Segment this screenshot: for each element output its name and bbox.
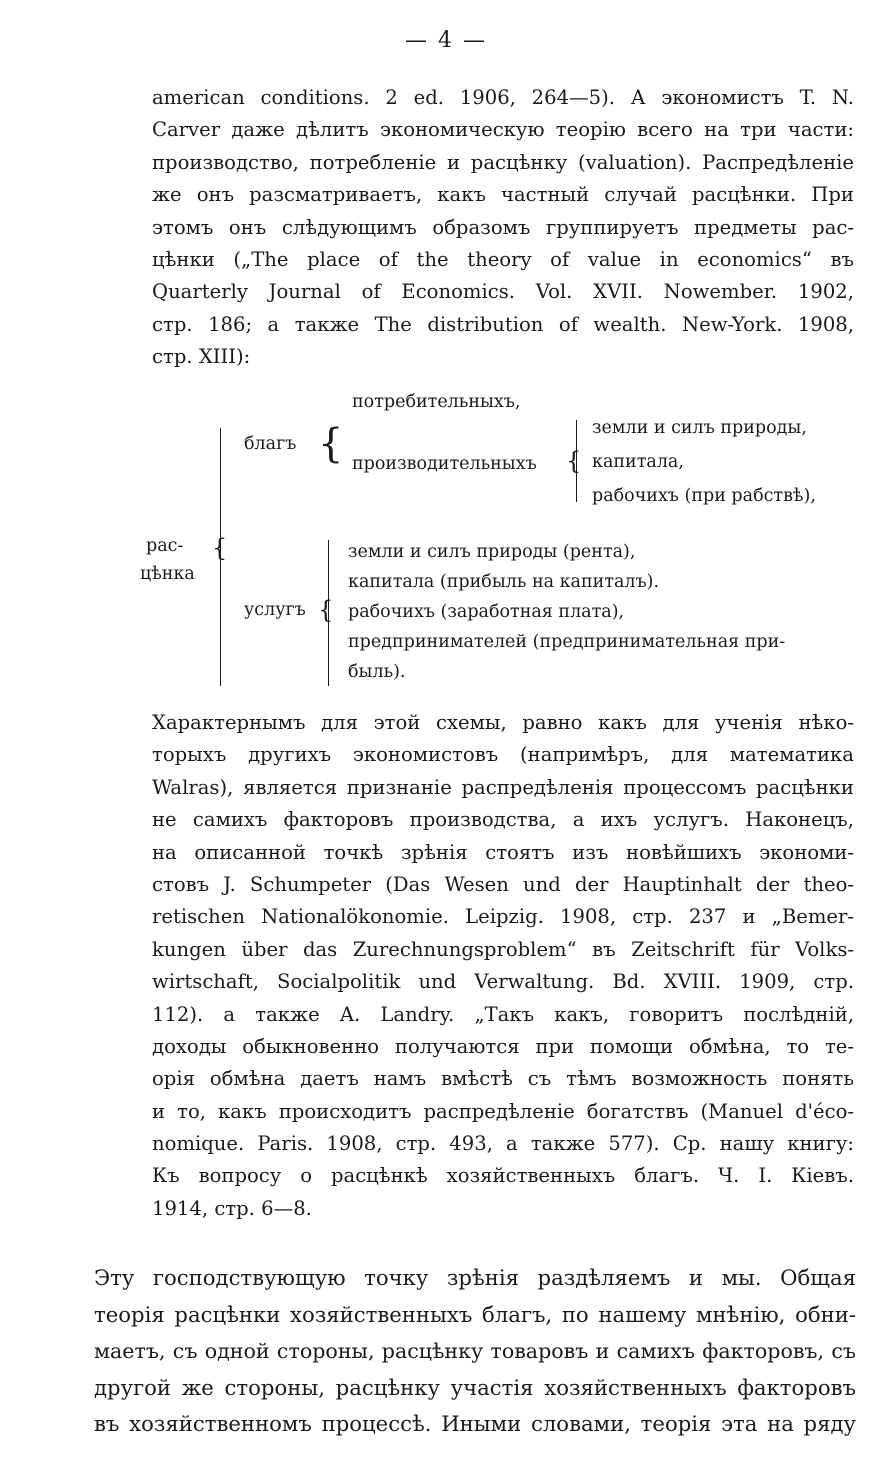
text-line: орія обмѣна даетъ намъ вмѣстѣ съ тѣмъ возможность понять — [152, 1067, 854, 1091]
text-line: въ хозяйственномъ процессѣ. Иными словами, теорія эта на ряду — [94, 1411, 856, 1437]
scheme-producer-item: земли и силъ природы, — [592, 418, 807, 438]
text-line: этомъ онъ слѣдующимъ образомъ группируетъ предметы рас- — [152, 215, 854, 239]
scheme-producer-brace-tip: { — [566, 447, 582, 475]
scheme-consumer: потребительныхъ, — [352, 392, 521, 412]
text-line: стр. XIII): — [152, 345, 251, 369]
text-line: и то, какъ происходитъ распредѣленіе богатствъ (Manuel d'éco- — [152, 1099, 854, 1123]
text-line: доходы обыкновенно получаются при помощи обмѣна, то те- — [152, 1034, 854, 1058]
page-number: — 4 — — [405, 28, 487, 53]
text-line: стовъ J. Schumpeter (Das Wesen und der Hauptinhalt der theo- — [152, 872, 854, 896]
scheme-services-item: предпринимателей (предпринимательная при- — [348, 632, 786, 652]
scheme-main-brace-tip: { — [212, 534, 228, 562]
scheme-services-brace-tip: { — [318, 596, 334, 624]
text-line: теорія расцѣнки хозяйственныхъ благъ, по нашему мнѣнію, обни- — [94, 1301, 856, 1327]
scheme-producer-item: капитала, — [592, 452, 684, 472]
scheme-goods-label: благъ — [244, 434, 297, 454]
scheme-root-line1: рас- — [146, 536, 184, 556]
scheme-producer: производительныхъ — [352, 454, 537, 474]
scheme-main-brace — [220, 428, 221, 686]
scheme-services-label: услугъ — [244, 600, 306, 620]
text-line: другой же стороны, расцѣнку участія хозяйственныхъ факторовъ — [94, 1374, 856, 1400]
text-line: производство, потребленіе и расцѣнку (valuation). Распредѣленіе — [152, 150, 854, 174]
text-line: торыхъ другихъ экономистовъ (напримѣръ, для математика — [152, 743, 854, 767]
scheme-services-item: быль). — [348, 662, 406, 682]
text-line: на описанной точкѣ зрѣнія стоятъ изъ новѣйшихъ экономи- — [152, 840, 854, 864]
scheme-root-line2: цѣнка — [140, 564, 195, 584]
text-line: Walras), является признаніе распредѣленія процессомъ расцѣнки — [152, 775, 854, 799]
text-line: Характернымъ для этой схемы, равно какъ для ученія нѣко- — [152, 711, 854, 734]
text-line: 1914, стр. 6—8. — [152, 1196, 312, 1220]
scheme-producer-item: рабочихъ (при рабствѣ), — [592, 486, 816, 506]
scheme-services-item: рабочихъ (заработная плата), — [348, 602, 625, 622]
text-line: Къ вопросу о расцѣнкѣ хозяйственныхъ благъ. Ч. I. Кіевъ. — [152, 1164, 854, 1188]
text-line: стр. 186; а также The distribution of wealth. New-York. 1908, — [152, 312, 854, 336]
main-paragraph — [94, 1260, 856, 1443]
text-line: retischen Nationalökonomie. Leipzig. 1908, стр. 237 и „Bemer- — [152, 905, 854, 929]
scheme-services-item: капитала (прибыль на капиталъ). — [348, 572, 660, 592]
scheme-goods-brace: { — [318, 421, 344, 467]
text-line: kungen über das Zurechnungsproblem“ въ Zeitschrift für Volks- — [152, 937, 854, 961]
scheme-producer-brace — [576, 420, 577, 502]
text-line: american conditions. 2 ed. 1906, 264—5). А экономистъ T. N. — [152, 86, 854, 109]
text-line: не самихъ факторовъ производства, а ихъ услугъ. Наконецъ, — [152, 808, 854, 832]
footnote-commentary — [152, 707, 854, 1225]
text-line: маетъ, съ одной стороны, расцѣнку товаровъ и самихъ факторовъ, съ — [94, 1339, 856, 1364]
text-line: Quarterly Journal of Economics. Vol. XVII. Nowember. 1902, — [152, 280, 854, 304]
footnote-continuation — [152, 82, 854, 374]
text-line: nomique. Paris. 1908, стр. 493, а также 577). Ср. нашу книгу: — [152, 1132, 854, 1156]
scheme-services-item: земли и силъ природы (рента), — [348, 542, 636, 562]
text-line: же онъ разсматриваетъ, какъ частный случай расцѣнки. При — [152, 183, 854, 207]
text-line: цѣнки („The place of the theory of value in economics“ въ — [152, 247, 854, 271]
text-line: Carver даже дѣлитъ экономическую теорію всего на три части: — [152, 118, 854, 142]
text-line: Эту господствующую точку зрѣнія раздѣляемъ и мы. Общая — [94, 1265, 856, 1290]
text-line: wirtschaft, Socialpolitik und Verwaltung. Bd. XVIII. 1909, стр. — [152, 970, 854, 994]
scheme-services-brace — [328, 540, 329, 686]
text-line: 112). а также A. Landry. „Такъ какъ, говоритъ послѣдній, — [152, 1002, 854, 1026]
